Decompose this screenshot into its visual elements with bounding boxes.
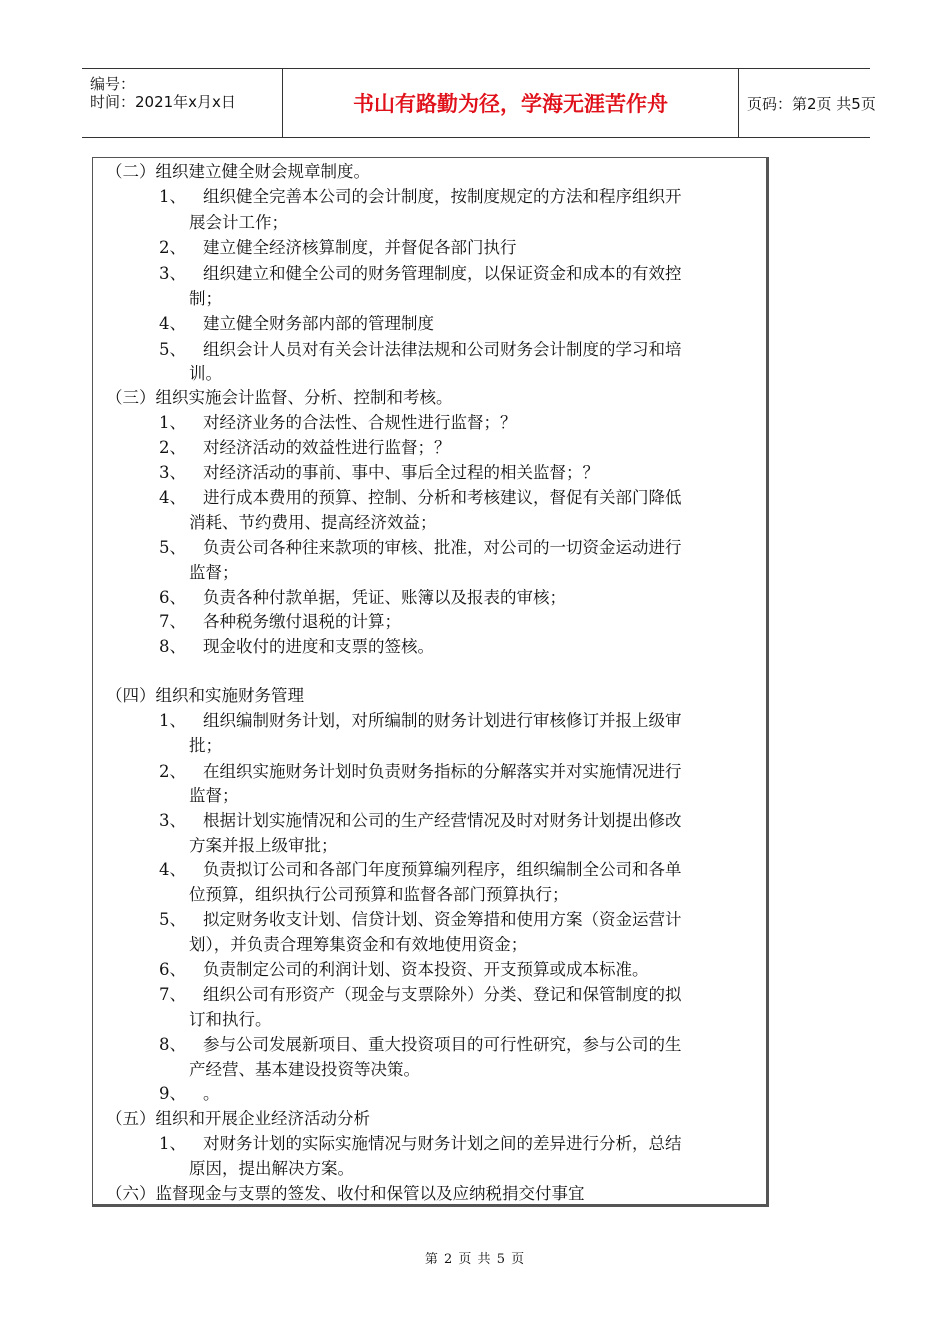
item-text: 批； <box>189 736 222 755</box>
item-number: 4、 <box>159 314 186 333</box>
section-heading: （六）监督现金与支票的签发、收付和保管以及应纳税捐交付事宜 <box>106 1184 585 1203</box>
item-number: 4、 <box>159 488 186 507</box>
item-text: 各种税务缴付退税的计算； <box>203 612 401 631</box>
item-number: 1、 <box>159 413 186 432</box>
header-motto: 书山有路勤为径，学海无涯苦作舟 <box>282 69 739 137</box>
item-text: 负责公司各种往来款项的审核、批准，对公司的一切资金运动进行 <box>203 538 682 557</box>
item-text: 方案并报上级审批； <box>189 836 338 855</box>
header-page-info: 页码：第2页 共5页 <box>747 94 876 113</box>
item-text: 在组织实施财务计划时负责财务指标的分解落实并对实施情况进行 <box>203 762 682 781</box>
item-number: 5、 <box>159 340 186 359</box>
section-heading: （二）组织建立健全财会规章制度。 <box>106 162 370 181</box>
date-label: 时间：2021年x月x日 <box>90 93 236 111</box>
item-text: 负责制定公司的利润计划、资本投资、开支预算或成本标准。 <box>203 960 649 979</box>
item-number: 9、 <box>159 1084 186 1103</box>
item-text: 负责拟订公司和各部门年度预算编列程序，组织编制全公司和各单 <box>203 860 682 879</box>
item-text: 消耗、节约费用、提高经济效益； <box>189 513 437 532</box>
document-header <box>82 68 876 138</box>
item-number: 2、 <box>159 762 186 781</box>
item-text: 对经济业务的合法性、合规性进行监督；？ <box>203 413 517 432</box>
item-number: 3、 <box>159 811 186 830</box>
item-text: 监督； <box>189 786 239 805</box>
item-text: 进行成本费用的预算、控制、分析和考核建议，督促有关部门降低 <box>203 488 682 507</box>
item-text: 产经营、基本建设投资等决策。 <box>189 1060 420 1079</box>
item-text: 对经济活动的效益性进行监督；？ <box>203 438 451 457</box>
item-number: 1、 <box>159 711 186 730</box>
item-text: 组织会计人员对有关会计法律法规和公司财务会计制度的学习和培 <box>203 340 682 359</box>
item-text: 对经济活动的事前、事中、事后全过程的相关监督；？ <box>203 463 599 482</box>
item-number: 5、 <box>159 910 186 929</box>
item-text: 组织健全完善本公司的会计制度，按制度规定的方法和程序组织开 <box>203 187 682 206</box>
item-text: 组织编制财务计划，对所编制的财务计划进行审核修订并报上级审 <box>203 711 682 730</box>
item-text: 原因，提出解决方案。 <box>189 1159 354 1178</box>
item-number: 4、 <box>159 860 186 879</box>
section-heading: （四）组织和实施财务管理 <box>106 686 304 705</box>
item-number: 1、 <box>159 187 186 206</box>
item-text: 训。 <box>189 364 222 383</box>
item-number: 6、 <box>159 588 186 607</box>
item-number: 7、 <box>159 985 186 1004</box>
item-text: 对财务计划的实际实施情况与财务计划之间的差异进行分析，总结 <box>203 1134 682 1153</box>
item-text: 组织建立和健全公司的财务管理制度，以保证资金和成本的有效控 <box>203 264 682 283</box>
item-number: 8、 <box>159 1035 186 1054</box>
item-number: 2、 <box>159 438 186 457</box>
item-text: 组织公司有形资产（现金与支票除外）分类、登记和保管制度的拟 <box>203 985 682 1004</box>
item-text: 根据计划实施情况和公司的生产经营情况及时对财务计划提出修改 <box>203 811 682 830</box>
item-text: 负责各种付款单据，凭证、账簿以及报表的审核； <box>203 588 566 607</box>
item-number: 7、 <box>159 612 186 631</box>
item-number: 5、 <box>159 538 186 557</box>
page-footer: 第 2 页 共 5 页 <box>424 1252 526 1267</box>
item-number: 8、 <box>159 637 186 656</box>
item-text: 现金收付的进度和支票的签核。 <box>203 637 434 656</box>
section-heading: （五）组织和开展企业经济活动分析 <box>106 1109 370 1128</box>
item-text: 展会计工作； <box>189 213 288 232</box>
item-text: 建立健全财务部内部的管理制度 <box>203 314 434 333</box>
item-text: 订和执行。 <box>189 1010 272 1029</box>
item-text: 参与公司发展新项目、重大投资项目的可行性研究，参与公司的生 <box>203 1035 682 1054</box>
item-number: 3、 <box>159 463 186 482</box>
item-text: 。 <box>203 1084 220 1103</box>
item-number: 2、 <box>159 238 186 257</box>
item-number: 1、 <box>159 1134 186 1153</box>
item-number: 3、 <box>159 264 186 283</box>
item-number: 6、 <box>159 960 186 979</box>
section-heading: （三）组织实施会计监督、分析、控制和考核。 <box>106 388 453 407</box>
item-text: 监督； <box>189 563 239 582</box>
header-meta <box>82 69 282 137</box>
item-text: 位预算，组织执行公司预算和监督各部门预算执行； <box>189 885 569 904</box>
item-text: 拟定财务收支计划、信贷计划、资金筹措和使用方案（资金运营计 <box>203 910 682 929</box>
number-label: 编号： <box>90 75 136 93</box>
item-text: 划），并负责合理筹集资金和有效地使用资金； <box>189 935 528 954</box>
item-text: 制； <box>189 289 222 308</box>
item-text: 建立健全经济核算制度，并督促各部门执行 <box>203 238 517 257</box>
